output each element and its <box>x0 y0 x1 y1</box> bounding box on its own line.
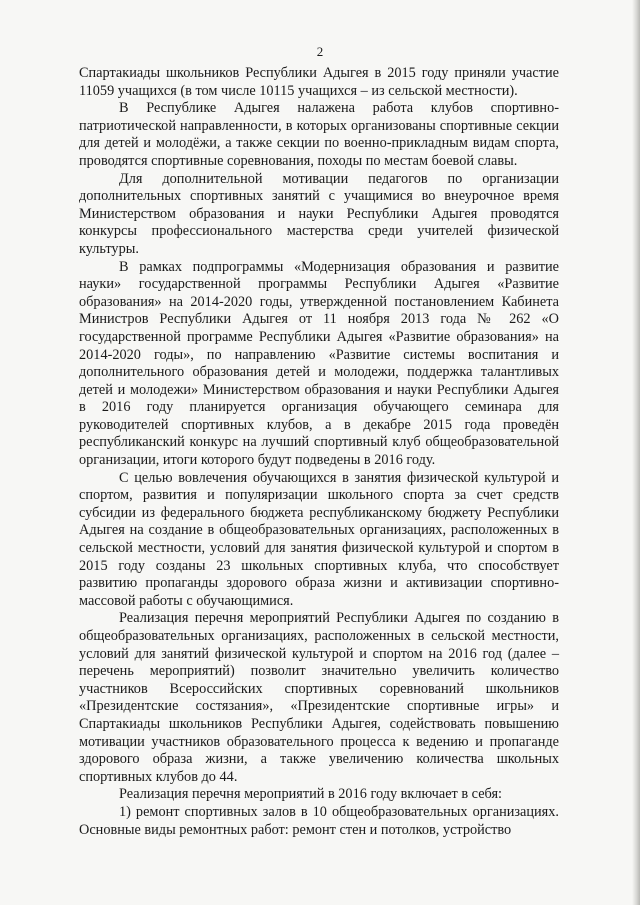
document-body <box>79 65 559 839</box>
paragraph: 1) ремонт спортивных залов в 10 общеобразовательных организациях. Основные виды ремонтных работ: ремонт стен и потолков, устройство <box>79 803 559 838</box>
page-number: 2 <box>316 44 324 59</box>
paragraph: В Республике Адыгея налажена работа клубов спортивно-патриотической направленности, в которых организованы спортивные секции для детей и молодёжи, а также секции по военно-прикладным видам спорта, проводятся спортивные соревнования, походы по местам боевой славы. <box>79 100 559 169</box>
paragraph: Реализация перечня мероприятий в 2016 году включает в себя: <box>119 786 503 803</box>
paragraph: Спартакиады школьников Республики Адыгея в 2015 году приняли участие 11059 учащихся (в том числе 10115 учащихся – из сельской местности). <box>79 65 559 99</box>
page-edge-shadow <box>632 0 640 905</box>
paragraph: С целью вовлечения обучающихся в занятия физической культурой и спортом, развития и популяризации школьного спорта за счет средств субсидии из федерального бюджета республиканскому бюджету Республики Адыгея на создание в общеобразовательных организациях, расположенных в сельской местности, условий для занятия физической культурой и спортом в 2015 году созданы 23 школьных спортивных клуба, что способствует развитию пропаганды здорового образа жизни и активизации спортивно-массовой работы с обучающимися. <box>79 469 559 609</box>
paragraph: В рамках подпрограммы «Модернизация образования и развитие науки» государственной программы Республики Адыгея «Развитие образования» на 2014-2020 годы, утвержденной постановлением Кабинета Министров Республики Адыгея от 11 ноября 2013 года № 262 «О государственной программе Республики Адыгея «Развитие образования» на 2014-2020 годы», по направлению «Развитие системы воспитания и дополнительного образования детей и молодежи, поддержка талантливых детей и молодежи» Министерством образования и науки Республики Адыгея в 2016 году планируется организация обучающего семинара для руководителей спортивных клубов, а в декабре 2015 года проведён республиканский конкурс на лучший спортивный клуб общеобразовательной организации, итоги которого будут подведены в 2016 году. <box>79 258 559 469</box>
paragraph: Реализация перечня мероприятий Республики Адыгея по созданию в общеобразовательных организациях, расположенных в сельской местности, условий для занятий физической культурой и спортом на 2016 год (далее – перечень мероприятий) позволит значительно увеличить количество участников Всероссийских спортивных соревнований школьников «Президентские состязания», «Президентские спортивные игры» и Спартакиады школьников Республики Адыгея, содействовать повышению мотивации участников образовательного процесса к ведению и пропаганде здорового образа жизни, а также увеличению количества школьных спортивных клубов до 44. <box>79 610 559 785</box>
paragraph: Для дополнительной мотивации педагогов по организации дополнительных спортивных занятий с учащимися во внеурочное время Министерством образования и науки Республики Адыгея проводятся конкурсы профессионального мастерства среди учителей физической культуры. <box>79 170 559 257</box>
